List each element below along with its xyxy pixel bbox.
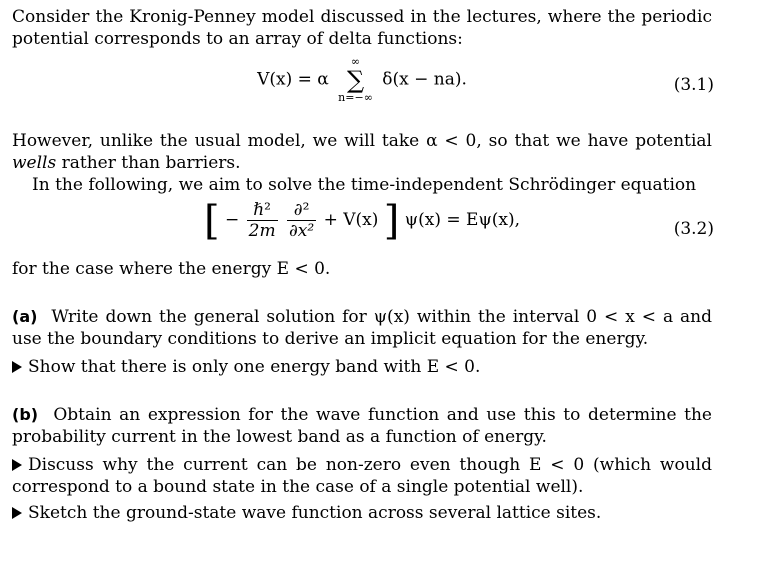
equation-number-3-2: (3.2) bbox=[673, 219, 714, 239]
intro-paragraph: Consider the Kronig-Penney model discussed in the lectures, where the periodic potential corresponds to an array of delta functions: bbox=[12, 7, 712, 49]
fraction-derivative bbox=[287, 200, 316, 241]
frac-derivative-denominator: ∂x² bbox=[288, 221, 315, 241]
part-b-bullet bbox=[12, 502, 712, 524]
part-b bbox=[12, 404, 712, 448]
para2-text-end: rather than barriers. bbox=[56, 153, 241, 173]
part-b-text: Obtain an expression for the wave function and use this to determine the probability current in the lowest band as a function of energy. bbox=[12, 405, 712, 447]
eq2-potential-term: + V(x) bbox=[323, 210, 379, 230]
part-a-bullet-text: Show that there is only one energy band with E < 0. bbox=[28, 357, 481, 377]
part-b-bullet bbox=[12, 454, 712, 498]
part-a bbox=[12, 306, 712, 350]
eq2-rhs: ψ(x) = Eψ(x), bbox=[404, 210, 521, 230]
sum-upper-limit: ∞ bbox=[350, 55, 361, 68]
eq2-minus: − bbox=[224, 210, 240, 230]
equation-3-2 bbox=[12, 196, 712, 258]
para2-text-start: However, unlike the usual model, we will take α < 0, so that we have potential bbox=[12, 131, 712, 151]
part-b-bullet-text-1: Discuss why the current can be non-zero even though E < 0 (which would correspond to a bound state in the case of a single potential well). bbox=[12, 455, 712, 497]
eq1-lhs: V(x) = α bbox=[257, 69, 329, 90]
para2-emphasis: wells bbox=[12, 153, 57, 173]
document-page bbox=[12, 6, 712, 524]
sum-lower-limit: n=−∞ bbox=[338, 91, 373, 104]
eq2-bracket-open: [ bbox=[203, 197, 220, 244]
fraction-hbar bbox=[247, 200, 278, 241]
part-b-label: (b) bbox=[12, 405, 39, 424]
paragraph-energy-case: for the case where the energy E < 0. bbox=[12, 259, 331, 279]
part-a-bullet bbox=[12, 356, 712, 378]
equation-number-3-1: (3.1) bbox=[673, 75, 714, 95]
frac-hbar-denominator: 2m bbox=[248, 221, 276, 241]
paragraph-schrodinger: In the following, we aim to solve the time-independent Schrödinger equation bbox=[32, 175, 697, 195]
paragraph-potential-wells bbox=[12, 130, 712, 174]
frac-derivative-numerator: ∂² bbox=[287, 200, 316, 221]
sum-symbol: ∑ bbox=[346, 66, 365, 94]
part-b-bullet-text-2: Sketch the ground-state wave function across several lattice sites. bbox=[28, 503, 602, 523]
eq2-bracket-close: ] bbox=[383, 197, 400, 244]
part-a-label: (a) bbox=[12, 307, 38, 326]
equation-3-1 bbox=[12, 50, 712, 116]
triangle-bullet-icon bbox=[12, 361, 22, 373]
triangle-bullet-icon bbox=[12, 459, 22, 471]
frac-hbar-numerator: ℏ² bbox=[247, 200, 278, 221]
eq1-rhs: δ(x − na). bbox=[382, 69, 467, 90]
triangle-bullet-icon bbox=[12, 507, 22, 519]
summation bbox=[338, 56, 373, 104]
part-a-text: Write down the general solution for ψ(x) within the interval 0 < x < a and use the boundary conditions to derive an implicit equation for the energy. bbox=[12, 307, 712, 349]
